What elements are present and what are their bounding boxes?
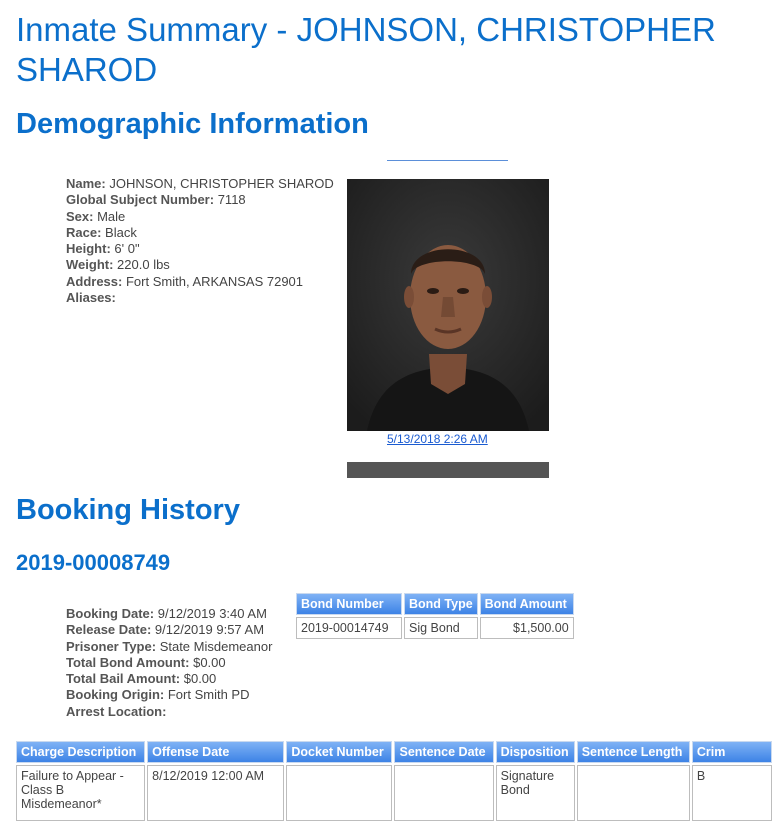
charge-description-cell: Failure to Appear - Class B Misdemeanor* [16, 765, 145, 821]
offense-date-cell: 8/12/2019 12:00 AM [147, 765, 284, 821]
disposition-header[interactable]: Disposition [496, 741, 575, 763]
charge-description-header[interactable]: Charge Description [16, 741, 145, 763]
charge-table [14, 739, 774, 823]
bond-number-cell: 2019-00014749 [296, 617, 402, 639]
demographic-heading: Demographic Information [16, 108, 369, 140]
field-address: Address: Fort Smith, ARKANSAS 72901 [66, 273, 304, 289]
photo-link-underline[interactable] [387, 160, 508, 161]
field-global-subject-number: Global Subject Number: 7118 [66, 192, 246, 208]
field-total-bond-amount: Total Bond Amount: $0.00 [66, 654, 226, 670]
bond-amount-header[interactable]: Bond Amount [480, 593, 574, 615]
field-booking-origin: Booking Origin: Fort Smith PD [66, 687, 250, 703]
demographic-fields [66, 176, 334, 306]
page-title-line1: Inmate Summary - JOHNSON, CHRISTOPHER [16, 11, 716, 48]
sentence-length-cell [577, 765, 690, 821]
field-prisoner-type: Prisoner Type: State Misdemeanor [66, 638, 273, 654]
sentence-date-cell [394, 765, 493, 821]
bond-type-header[interactable]: Bond Type [404, 593, 478, 615]
table-row [296, 617, 574, 639]
page-title-line2: SHAROD [16, 51, 158, 88]
disposition-cell: Signature Bond [496, 765, 575, 821]
docket-number-cell [286, 765, 392, 821]
charge-table-wrapper [14, 739, 726, 837]
field-height: Height: 6' 0" [66, 241, 140, 257]
booking-fields [66, 606, 272, 720]
docket-number-header[interactable]: Docket Number [286, 741, 392, 763]
bond-type-cell: Sig Bond [404, 617, 478, 639]
mugshot-photo[interactable] [347, 179, 549, 431]
sentence-date-header[interactable]: Sentence Date [394, 741, 493, 763]
field-race: Race: Black [66, 224, 137, 240]
photo-date-link[interactable]: 5/13/2018 2:26 AM [387, 432, 488, 446]
offense-date-header[interactable]: Offense Date [147, 741, 284, 763]
photo-thumbnail-strip[interactable] [347, 462, 549, 478]
booking-history-heading: Booking History [16, 494, 240, 526]
bond-table-header-row [296, 593, 574, 615]
page-title [16, 10, 716, 90]
field-arrest-location: Arrest Location: [66, 703, 167, 719]
crim-header[interactable]: Crim [692, 741, 772, 763]
field-weight: Weight: 220.0 lbs [66, 257, 170, 273]
field-name: Name: JOHNSON, CHRISTOPHER SHAROD [66, 176, 334, 191]
booking-number-heading: 2019-00008749 [16, 550, 171, 575]
sentence-length-header[interactable]: Sentence Length [577, 741, 690, 763]
table-row [16, 765, 772, 821]
field-total-bail-amount: Total Bail Amount: $0.00 [66, 671, 217, 687]
crim-cell: B [692, 765, 772, 821]
field-release-date: Release Date: 9/12/2019 9:57 AM [66, 622, 265, 638]
bond-table [294, 591, 576, 641]
charge-table-header-row [16, 741, 772, 763]
mugshot-image [347, 179, 549, 431]
field-booking-date: Booking Date: 9/12/2019 3:40 AM [66, 606, 267, 621]
field-aliases: Aliases: [66, 290, 116, 306]
field-sex: Sex: Male [66, 208, 126, 224]
bond-number-header[interactable]: Bond Number [296, 593, 402, 615]
bond-amount-cell: $1,500.00 [480, 617, 574, 639]
